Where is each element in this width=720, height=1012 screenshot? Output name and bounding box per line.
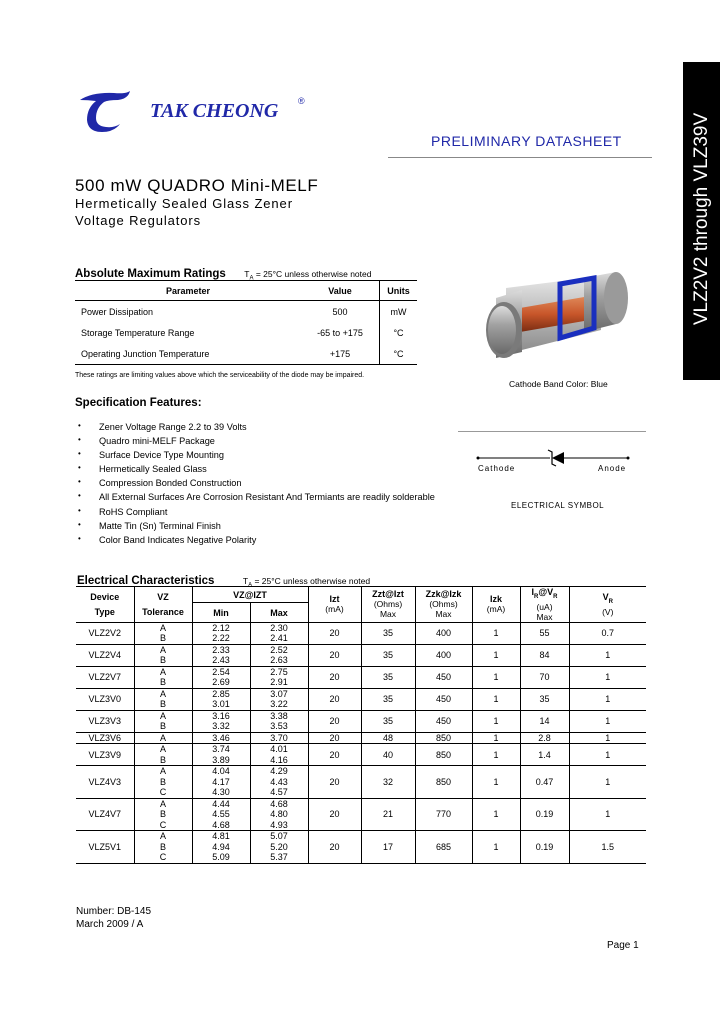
bullet-icon: • [78, 435, 81, 445]
h-izk [472, 587, 520, 623]
electrical-table [76, 586, 646, 864]
tolerance: C [134, 820, 192, 831]
device-type: VLZ2V4 [76, 644, 134, 666]
table-row [76, 798, 646, 809]
tolerance: A [134, 831, 192, 842]
table-row [76, 666, 646, 677]
tolerance: A [134, 732, 192, 744]
zzk-value: 770 [415, 798, 472, 831]
h-vr [569, 587, 646, 623]
ir-value: 0.19 [520, 798, 569, 831]
tolerance: B [134, 809, 192, 820]
spec-feature-item [78, 476, 435, 490]
ta-subscript: A [249, 275, 254, 282]
ta-condition-text: = 25°C unless otherwise noted [252, 576, 371, 586]
table-row [76, 744, 646, 755]
ir-value: 0.19 [520, 831, 569, 864]
vz-min: 3.74 [192, 744, 250, 755]
vz-max: 4.01 [250, 744, 308, 755]
abs-max-parameter: Power Dissipation [81, 306, 154, 317]
vr-value: 1 [569, 688, 646, 710]
vz-min: 2.33 [192, 644, 250, 655]
electrical-symbol-caption: ELECTRICAL SYMBOL [511, 501, 605, 510]
abs-max-row [75, 343, 417, 365]
vz-max: 3.38 [250, 710, 308, 721]
vz-max: 2.52 [250, 644, 308, 655]
vz-min: 5.09 [192, 852, 250, 863]
h-zzt [361, 587, 415, 623]
h-izk-label: Izk [489, 594, 502, 605]
table-row [76, 622, 646, 633]
vz-min: 2.54 [192, 666, 250, 677]
spec-feature-text: Hermetically Sealed Glass [99, 464, 207, 475]
device-type: VLZ3V6 [76, 732, 134, 744]
h-izt-unit: (mA) [325, 604, 344, 615]
h-ir-sub2: R [553, 593, 558, 600]
vz-max: 4.80 [250, 809, 308, 820]
spec-feature-item [78, 420, 435, 434]
ec-header-row-1 [76, 587, 646, 603]
ta-subscript: A [248, 582, 253, 589]
zzk-value: 850 [415, 744, 472, 766]
h-ir-sub: R [534, 593, 539, 600]
bullet-icon: • [78, 421, 81, 430]
abs-max-header-row [75, 281, 417, 301]
h-zzt-unit: (Ohms) [373, 599, 403, 610]
h-vr-label: V [602, 592, 609, 602]
h-zzk-label: Zzk@Izk [425, 589, 462, 600]
spec-feature-item [78, 505, 435, 519]
izk-value: 1 [472, 710, 520, 732]
preliminary-label: PRELIMINARY DATASHEET [431, 133, 622, 149]
izk-value: 1 [472, 798, 520, 831]
vz-max: 5.07 [250, 831, 308, 842]
tolerance: B [134, 655, 192, 666]
registered-mark: ® [298, 96, 305, 106]
vz-max: 4.57 [250, 787, 308, 798]
vz-min: 4.81 [192, 831, 250, 842]
izk-value: 1 [472, 732, 520, 744]
spec-feature-text: Matte Tin (Sn) Terminal Finish [99, 520, 221, 531]
h-ir-max: Max [536, 611, 553, 622]
tolerance: B [134, 633, 192, 644]
tolerance: A [134, 744, 192, 755]
brand-name: TAK CHEONG [150, 100, 279, 122]
package-drawing [476, 268, 646, 374]
zzt-value: 35 [361, 622, 415, 644]
vr-value: 1 [569, 732, 646, 744]
abs-max-parameter: Storage Temperature Range [81, 327, 195, 338]
zzt-value: 21 [361, 798, 415, 831]
izk-value: 1 [472, 644, 520, 666]
h-zzk [415, 587, 472, 623]
vz-max: 2.91 [250, 677, 308, 688]
abs-max-parameter: Operating Junction Temperature [75, 343, 301, 365]
side-tab [683, 62, 720, 380]
abs-max-condition [244, 269, 372, 282]
izk-value: 1 [472, 666, 520, 688]
spec-feature-text: Zener Voltage Range 2.2 to 39 Volts [99, 422, 247, 432]
vz-min: 4.94 [192, 842, 250, 853]
vr-value: 1 [569, 798, 646, 831]
h-zzt-label: Zzt@Izt [372, 589, 404, 600]
zzk-value: 450 [415, 710, 472, 732]
h-izt-label: Izt [329, 594, 340, 605]
h-ir-at: @V [538, 587, 554, 597]
spec-feature-item [78, 434, 435, 448]
spec-feature-text: RoHS Compliant [99, 506, 168, 517]
h-max: Max [250, 603, 308, 622]
col-value: Value [301, 281, 380, 301]
tolerance: B [134, 699, 192, 710]
ta-symbol: T [242, 576, 249, 586]
page-subtitle-1: Hermetically Sealed Glass Zener [75, 196, 293, 211]
vz-min: 4.17 [192, 777, 250, 788]
zzt-value: 48 [361, 732, 415, 744]
tolerance: A [134, 666, 192, 677]
zzt-value: 35 [361, 644, 415, 666]
h-zzk-unit: (Ohms) [429, 599, 458, 610]
device-type: VLZ3V3 [76, 710, 134, 732]
vz-min: 3.32 [192, 721, 250, 732]
spec-feature-text: Compression Bonded Construction [99, 478, 242, 489]
vr-value: 1 [569, 710, 646, 732]
spec-feature-item [78, 448, 435, 462]
vz-min: 2.85 [192, 688, 250, 699]
vz-max: 2.63 [250, 655, 308, 666]
spec-feature-text: Color Band Indicates Negative Polarity [99, 534, 257, 545]
tak-cheong-logo-icon [78, 90, 132, 132]
tolerance: B [134, 755, 192, 766]
device-type: VLZ3V0 [76, 688, 134, 710]
abs-max-units: °C [380, 322, 418, 343]
izt-value: 20 [308, 644, 361, 666]
abs-max-row [75, 322, 417, 343]
ir-value: 0.47 [520, 766, 569, 799]
h-vr-sub: R [608, 598, 613, 605]
bullet-icon: • [78, 505, 81, 515]
device-type: VLZ2V2 [76, 622, 134, 644]
izt-value: 20 [308, 688, 361, 710]
vz-max: 3.22 [250, 699, 308, 710]
tolerance: A [134, 766, 192, 777]
header-divider [388, 157, 652, 158]
izt-value: 20 [308, 744, 361, 766]
bullet-icon: • [78, 463, 81, 473]
h-izt [308, 587, 361, 623]
ta-symbol: T [244, 269, 250, 279]
table-row [76, 732, 646, 744]
h-tolerance: Tolerance [134, 603, 192, 622]
device-type: VLZ4V3 [76, 766, 134, 799]
vz-max: 4.93 [250, 820, 308, 831]
bullet-icon: • [78, 449, 81, 459]
bullet-icon: • [78, 533, 81, 543]
cathode-label: Cathode [478, 464, 516, 473]
spec-feature-text: Surface Device Type Mounting [99, 450, 224, 461]
abs-max-value: 500 [332, 306, 348, 317]
vr-value: 0.7 [569, 622, 646, 644]
spec-feature-text: All External Surfaces Are Corrosion Resistant And Termiants are readily solderable [99, 492, 435, 503]
h-ir [520, 587, 569, 623]
vz-max: 2.30 [250, 622, 308, 633]
tolerance: C [134, 852, 192, 863]
page-subtitle-2: Voltage Regulators [75, 213, 202, 228]
zzk-value: 850 [415, 766, 472, 799]
bullet-icon: • [78, 477, 81, 487]
h-type: Type [94, 607, 115, 618]
vz-max: 4.43 [250, 777, 308, 788]
page-title: 500 mW QUADRO Mini-MELF [75, 176, 319, 195]
zzk-value: 450 [415, 688, 472, 710]
vz-min: 2.69 [192, 677, 250, 688]
h-zzt-max: Max [379, 609, 397, 620]
zzt-value: 32 [361, 766, 415, 799]
spec-feature-item [78, 533, 435, 547]
table-row [76, 710, 646, 721]
vz-max: 3.53 [250, 721, 308, 732]
vz-min: 4.30 [192, 787, 250, 798]
tolerance: A [134, 622, 192, 633]
side-tab-label: VLZ2V2 through VLZ39V [691, 112, 712, 326]
abs-max-table [75, 280, 417, 365]
izk-value: 1 [472, 622, 520, 644]
spec-feature-item [78, 462, 435, 476]
vr-value: 1.5 [569, 831, 646, 864]
abs-max-value: -65 to +175 [317, 327, 363, 338]
vz-min: 3.01 [192, 699, 250, 710]
tolerance: B [134, 777, 192, 788]
zzt-value: 35 [361, 710, 415, 732]
zzk-value: 685 [415, 831, 472, 864]
tolerance: A [134, 688, 192, 699]
device-type: VLZ4V7 [76, 798, 134, 831]
vr-value: 1 [569, 766, 646, 799]
zzt-value: 35 [361, 688, 415, 710]
vz-min: 4.04 [192, 766, 250, 777]
ir-value: 70 [520, 666, 569, 688]
izt-value: 20 [308, 766, 361, 799]
izk-value: 1 [472, 744, 520, 766]
spec-feature-item [78, 490, 435, 504]
h-min: Min [192, 603, 250, 622]
ta-condition-text: = 25°C unless otherwise noted [253, 269, 372, 279]
vz-min: 2.43 [192, 655, 250, 666]
vz-max: 5.20 [250, 842, 308, 853]
h-izk-unit: (mA) [486, 604, 506, 615]
vr-value: 1 [569, 666, 646, 688]
ir-value: 14 [520, 710, 569, 732]
doc-date: March 2009 / A [76, 919, 144, 930]
bullet-icon: • [78, 491, 81, 501]
izt-value: 20 [308, 732, 361, 744]
h-ir-label: I [531, 587, 535, 597]
vz-max: 3.07 [250, 688, 308, 699]
electrical-heading: Electrical Characteristics [77, 575, 215, 587]
table-row [76, 831, 646, 842]
ir-value: 84 [520, 644, 569, 666]
vz-min: 4.44 [192, 798, 250, 809]
vz-min: 4.68 [192, 820, 250, 831]
spec-features-list [78, 420, 435, 547]
zzk-value: 400 [415, 622, 472, 644]
abs-max-units: °C [380, 343, 418, 365]
spec-features-heading: Specification Features: [75, 397, 202, 409]
h-vz: VZ [134, 587, 192, 603]
ir-value: 35 [520, 688, 569, 710]
vr-value: 1 [569, 644, 646, 666]
izt-value: 20 [308, 798, 361, 831]
izt-value: 20 [308, 831, 361, 864]
h-device: Device [76, 587, 134, 603]
vr-value: 1 [569, 744, 646, 766]
izt-value: 20 [308, 666, 361, 688]
zzk-value: 850 [415, 732, 472, 744]
zzt-value: 40 [361, 744, 415, 766]
doc-number: Number: DB-145 [76, 906, 152, 917]
vz-max: 2.41 [250, 633, 308, 644]
vz-max: 4.16 [250, 755, 308, 766]
h-vr-unit: (V) [602, 606, 614, 617]
izk-value: 1 [472, 766, 520, 799]
electrical-condition [242, 576, 371, 589]
tolerance: B [134, 677, 192, 688]
tolerance: C [134, 787, 192, 798]
vz-min: 3.16 [192, 710, 250, 721]
vz-min: 2.22 [192, 633, 250, 644]
col-units: Units [380, 281, 418, 301]
izk-value: 1 [472, 688, 520, 710]
h-vz-at-izt: VZ@IZT [192, 587, 308, 603]
vz-max: 2.75 [250, 666, 308, 677]
zzk-value: 450 [415, 666, 472, 688]
tolerance: B [134, 842, 192, 853]
izt-value: 20 [308, 710, 361, 732]
ir-value: 55 [520, 622, 569, 644]
vz-min: 3.46 [192, 732, 250, 744]
vz-max: 3.70 [250, 732, 308, 744]
anode-label: Anode [598, 464, 627, 473]
vz-min: 2.12 [192, 622, 250, 633]
vz-min: 4.55 [192, 809, 250, 820]
bullet-icon: • [78, 519, 81, 529]
izk-value: 1 [472, 831, 520, 864]
h-zzk-max: Max [435, 609, 452, 620]
izt-value: 20 [308, 622, 361, 644]
device-type: VLZ5V1 [76, 831, 134, 864]
zzt-value: 35 [361, 666, 415, 688]
spec-feature-item [78, 519, 435, 533]
symbol-divider [458, 431, 646, 432]
tolerance: A [134, 644, 192, 655]
ir-value: 1.4 [520, 744, 569, 766]
tolerance: A [134, 798, 192, 809]
tolerance: A [134, 710, 192, 721]
device-type: VLZ3V9 [76, 744, 134, 766]
page-number: Page 1 [607, 940, 639, 951]
table-row [76, 766, 646, 777]
abs-max-row [75, 301, 417, 323]
abs-max-heading: Absolute Maximum Ratings [75, 268, 226, 280]
col-parameter: Parameter [75, 281, 301, 301]
table-row [76, 688, 646, 699]
vz-max: 4.68 [250, 798, 308, 809]
cathode-band-caption: Cathode Band Color: Blue [509, 379, 608, 389]
device-type: VLZ2V7 [76, 666, 134, 688]
vz-max: 4.29 [250, 766, 308, 777]
table-row [76, 644, 646, 655]
vz-min: 3.89 [192, 755, 250, 766]
abs-max-note: These ratings are limiting values above which the serviceability of the diode may be impaired. [75, 372, 365, 379]
spec-feature-text: Quadro mini-MELF Package [99, 436, 215, 447]
abs-max-value: +175 [301, 343, 380, 365]
abs-max-units: mW [380, 301, 418, 323]
zzt-value: 17 [361, 831, 415, 864]
zzk-value: 400 [415, 644, 472, 666]
vz-max: 5.37 [250, 852, 308, 863]
ir-value: 2.8 [520, 732, 569, 744]
tolerance: B [134, 721, 192, 732]
h-ir-unit: (uA) [536, 601, 553, 612]
